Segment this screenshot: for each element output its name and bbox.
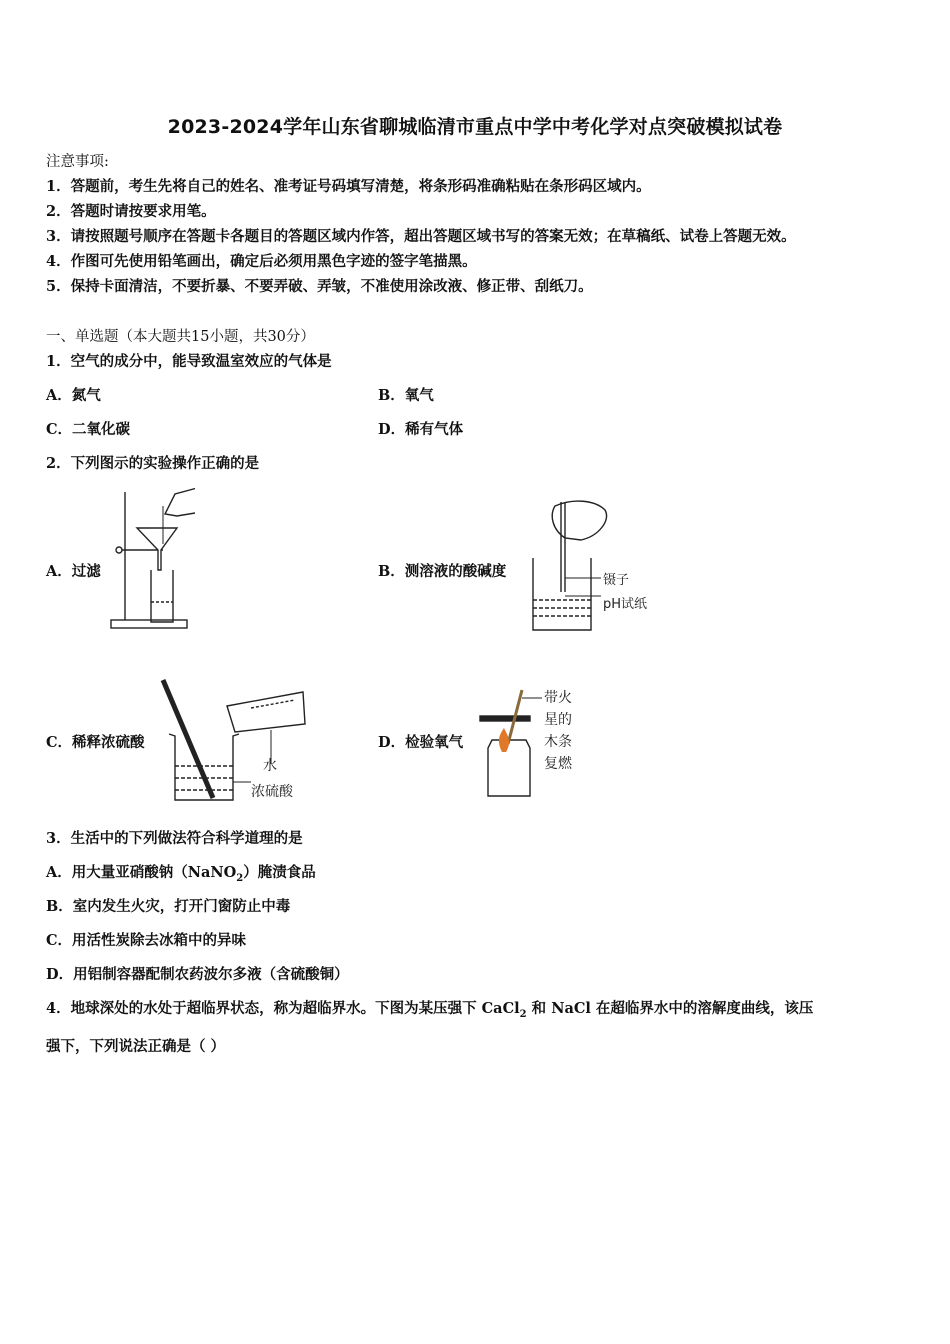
notice-item: 3．请按照题号顺序在答题卡各题目的答题区域内作答，超出答题区域书写的答案无效；在草稿纸、试卷上答题无效。 — [46, 228, 796, 245]
notice-item: 4．作图可先使用铅笔画出，确定后必须用黑色字迹的签字笔描黑。 — [46, 253, 477, 270]
q3-option-b: B．室内发生火灾，打开门窗防止中毒 — [46, 898, 291, 915]
question-1-stem: 1．空气的成分中，能导致温室效应的气体是 — [46, 353, 332, 370]
label-splint-1: 带火 — [544, 690, 572, 706]
label-tweezers: 镊子 — [603, 573, 630, 588]
label-conc-acid: 浓硫酸 — [251, 784, 293, 800]
notice-heading: 注意事项: — [46, 154, 109, 170]
q1-option-a: A．氮气 — [46, 387, 101, 404]
notice-item: 2．答题时请按要求用笔。 — [46, 203, 216, 220]
question-3-stem: 3．生活中的下列做法符合科学道理的是 — [46, 830, 303, 847]
q2-option-d: D．检验氧气 — [378, 734, 464, 751]
q2-option-a: A．过滤 — [46, 563, 101, 580]
notice-item: 1．答题前，考生先将自己的姓名、准考证号码填写清楚，将条形码准确粘贴在条形码区域内。 — [46, 178, 651, 195]
label-splint-2: 星的 — [544, 712, 572, 728]
q4-text: 4．地球深处的水处于超临界状态，称为超临界水。下图为某压强下 CaCl — [46, 1000, 520, 1017]
q2-option-b: B．测溶液的酸碱度 — [378, 563, 507, 580]
label-ph-paper: pH试纸 — [603, 597, 648, 612]
q4-text-end: 和 NaCl 在超临界水中的溶解度曲线，该压 — [526, 1000, 814, 1017]
q3-option-a-text: A．用大量亚硝酸钠（NaNO — [46, 864, 237, 881]
label-splint-4: 复燃 — [544, 756, 572, 772]
section-heading: 一、单选题（本大题共15小题，共30分） — [46, 329, 315, 345]
q3-option-a-subscript: 2 — [236, 872, 244, 884]
filtration-figure — [105, 484, 195, 634]
oxygen-test-figure — [478, 682, 588, 802]
label-splint-3: 木条 — [544, 734, 572, 750]
question-4-stem-line-1 — [46, 999, 813, 1025]
q3-option-a — [46, 863, 316, 889]
question-2-stem: 2．下列图示的实验操作正确的是 — [46, 455, 260, 472]
q1-option-c: C．二氧化碳 — [46, 421, 131, 438]
dilution-figure — [155, 674, 315, 806]
q2-option-c: C．稀释浓硫酸 — [46, 734, 145, 751]
q1-option-b: B．氧气 — [378, 387, 434, 404]
page-title: 2023-2024学年山东省聊城临清市重点中学中考化学对点突破模拟试卷 — [167, 116, 783, 138]
q3-option-c: C．用活性炭除去冰箱中的异味 — [46, 932, 247, 949]
ph-test-figure — [525, 496, 665, 634]
notice-item: 5．保持卡面清洁，不要折暴、不要弄破、弄皱，不准使用涂改液、修正带、刮纸刀。 — [46, 278, 593, 295]
label-water: 水 — [263, 758, 277, 774]
q4-subscript: 2 — [519, 1008, 527, 1020]
q3-option-d: D．用铝制容器配制农药波尔多液（含硫酸铜） — [46, 966, 349, 983]
question-4-stem-line-2: 强下，下列说法正确是（ ） — [46, 1038, 226, 1055]
q1-option-d: D．稀有气体 — [378, 421, 464, 438]
q3-option-a-text-end: ）腌渍食品 — [243, 864, 316, 881]
